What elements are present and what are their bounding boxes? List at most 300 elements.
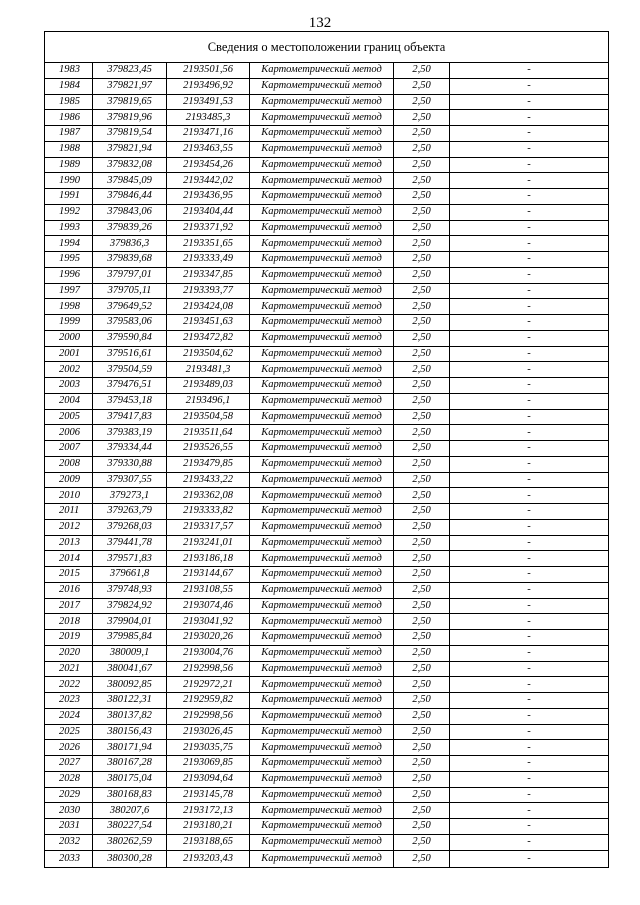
- method-cell: Картометрический метод: [250, 204, 394, 220]
- x-coordinate-cell: 380168,83: [93, 787, 167, 803]
- table-row: [45, 677, 609, 693]
- method-cell: Картометрический метод: [250, 315, 394, 331]
- x-coordinate-cell: 380207,6: [93, 803, 167, 819]
- point-number-cell: 2030: [45, 803, 93, 819]
- point-number-cell: 1991: [45, 189, 93, 205]
- method-cell: Картометрический метод: [250, 378, 394, 394]
- x-coordinate-cell: 379821,97: [93, 78, 167, 94]
- table-row: [45, 535, 609, 551]
- method-cell: Картометрический метод: [250, 330, 394, 346]
- table-row: [45, 488, 609, 504]
- y-coordinate-cell: 2193203,43: [167, 850, 250, 867]
- y-coordinate-cell: 2192998,56: [167, 661, 250, 677]
- table-row: [45, 378, 609, 394]
- table-row: [45, 740, 609, 756]
- x-coordinate-cell: 379705,11: [93, 283, 167, 299]
- x-coordinate-cell: 380227,54: [93, 819, 167, 835]
- table-row: [45, 362, 609, 378]
- point-number-cell: 2013: [45, 535, 93, 551]
- point-number-cell: 1997: [45, 283, 93, 299]
- accuracy-cell: 2,50: [394, 330, 450, 346]
- accuracy-cell: 2,50: [394, 850, 450, 867]
- x-coordinate-cell: 380122,31: [93, 693, 167, 709]
- method-cell: Картометрический метод: [250, 819, 394, 835]
- x-coordinate-cell: 379845,09: [93, 173, 167, 189]
- table-row: [45, 645, 609, 661]
- y-coordinate-cell: 2193472,82: [167, 330, 250, 346]
- description-cell: -: [450, 677, 609, 693]
- y-coordinate-cell: 2193424,08: [167, 299, 250, 315]
- accuracy-cell: 2,50: [394, 756, 450, 772]
- description-cell: -: [450, 834, 609, 850]
- accuracy-cell: 2,50: [394, 283, 450, 299]
- method-cell: Картометрический метод: [250, 551, 394, 567]
- point-number-cell: 2022: [45, 677, 93, 693]
- point-number-cell: 1998: [45, 299, 93, 315]
- table-title: Сведения о местоположении границ объекта: [45, 32, 609, 63]
- description-cell: -: [450, 708, 609, 724]
- table-row: [45, 472, 609, 488]
- accuracy-cell: 2,50: [394, 63, 450, 79]
- y-coordinate-cell: 2193347,85: [167, 267, 250, 283]
- y-coordinate-cell: 2193526,55: [167, 441, 250, 457]
- point-number-cell: 2015: [45, 567, 93, 583]
- table-row: [45, 567, 609, 583]
- table-row: [45, 551, 609, 567]
- y-coordinate-cell: 2193463,55: [167, 141, 250, 157]
- x-coordinate-cell: 379441,78: [93, 535, 167, 551]
- point-number-cell: 2033: [45, 850, 93, 867]
- method-cell: Картометрический метод: [250, 346, 394, 362]
- table-row: [45, 614, 609, 630]
- accuracy-cell: 2,50: [394, 834, 450, 850]
- description-cell: -: [450, 204, 609, 220]
- description-cell: -: [450, 582, 609, 598]
- y-coordinate-cell: 2193172,13: [167, 803, 250, 819]
- accuracy-cell: 2,50: [394, 157, 450, 173]
- point-number-cell: 2008: [45, 456, 93, 472]
- description-cell: -: [450, 756, 609, 772]
- description-cell: -: [450, 141, 609, 157]
- y-coordinate-cell: 2193393,77: [167, 283, 250, 299]
- x-coordinate-cell: 379832,08: [93, 157, 167, 173]
- description-cell: -: [450, 189, 609, 205]
- description-cell: -: [450, 78, 609, 94]
- method-cell: Картометрический метод: [250, 488, 394, 504]
- y-coordinate-cell: 2193371,92: [167, 220, 250, 236]
- description-cell: -: [450, 535, 609, 551]
- point-number-cell: 2006: [45, 425, 93, 441]
- accuracy-cell: 2,50: [394, 252, 450, 268]
- description-cell: -: [450, 362, 609, 378]
- method-cell: Картометрический метод: [250, 236, 394, 252]
- table-row: [45, 78, 609, 94]
- x-coordinate-cell: 379590,84: [93, 330, 167, 346]
- method-cell: Картометрический метод: [250, 189, 394, 205]
- accuracy-cell: 2,50: [394, 236, 450, 252]
- accuracy-cell: 2,50: [394, 299, 450, 315]
- x-coordinate-cell: 379504,59: [93, 362, 167, 378]
- accuracy-cell: 2,50: [394, 535, 450, 551]
- x-coordinate-cell: 379836,3: [93, 236, 167, 252]
- accuracy-cell: 2,50: [394, 362, 450, 378]
- table-row: [45, 189, 609, 205]
- point-number-cell: 1985: [45, 94, 93, 110]
- y-coordinate-cell: 2193004,76: [167, 645, 250, 661]
- method-cell: Картометрический метод: [250, 472, 394, 488]
- table-row: [45, 803, 609, 819]
- description-cell: -: [450, 409, 609, 425]
- table-row: [45, 204, 609, 220]
- method-cell: Картометрический метод: [250, 299, 394, 315]
- point-number-cell: 1990: [45, 173, 93, 189]
- point-number-cell: 2012: [45, 519, 93, 535]
- table-row: [45, 173, 609, 189]
- point-number-cell: 2023: [45, 693, 93, 709]
- x-coordinate-cell: 380009,1: [93, 645, 167, 661]
- point-number-cell: 1988: [45, 141, 93, 157]
- description-cell: -: [450, 299, 609, 315]
- y-coordinate-cell: 2193317,57: [167, 519, 250, 535]
- accuracy-cell: 2,50: [394, 94, 450, 110]
- method-cell: Картометрический метод: [250, 740, 394, 756]
- point-number-cell: 2026: [45, 740, 93, 756]
- table-row: [45, 582, 609, 598]
- method-cell: Картометрический метод: [250, 173, 394, 189]
- description-cell: -: [450, 236, 609, 252]
- x-coordinate-cell: 379661,8: [93, 567, 167, 583]
- method-cell: Картометрический метод: [250, 456, 394, 472]
- point-number-cell: 1992: [45, 204, 93, 220]
- accuracy-cell: 2,50: [394, 740, 450, 756]
- point-number-cell: 2010: [45, 488, 93, 504]
- accuracy-cell: 2,50: [394, 598, 450, 614]
- method-cell: Картометрический метод: [250, 220, 394, 236]
- y-coordinate-cell: 2193144,67: [167, 567, 250, 583]
- point-number-cell: 1984: [45, 78, 93, 94]
- table-row: [45, 756, 609, 772]
- description-cell: -: [450, 173, 609, 189]
- point-number-cell: 2003: [45, 378, 93, 394]
- point-number-cell: 2004: [45, 393, 93, 409]
- method-cell: Картометрический метод: [250, 94, 394, 110]
- y-coordinate-cell: 2193489,03: [167, 378, 250, 394]
- y-coordinate-cell: 2193496,1: [167, 393, 250, 409]
- x-coordinate-cell: 380041,67: [93, 661, 167, 677]
- description-cell: -: [450, 504, 609, 520]
- accuracy-cell: 2,50: [394, 567, 450, 583]
- x-coordinate-cell: 379823,45: [93, 63, 167, 79]
- method-cell: Картометрический метод: [250, 78, 394, 94]
- point-number-cell: 2002: [45, 362, 93, 378]
- accuracy-cell: 2,50: [394, 267, 450, 283]
- y-coordinate-cell: 2193504,58: [167, 409, 250, 425]
- method-cell: Картометрический метод: [250, 645, 394, 661]
- accuracy-cell: 2,50: [394, 630, 450, 646]
- y-coordinate-cell: 2193501,56: [167, 63, 250, 79]
- x-coordinate-cell: 379985,84: [93, 630, 167, 646]
- table-row: [45, 661, 609, 677]
- point-number-cell: 1994: [45, 236, 93, 252]
- description-cell: -: [450, 267, 609, 283]
- point-number-cell: 2019: [45, 630, 93, 646]
- y-coordinate-cell: 2193186,18: [167, 551, 250, 567]
- method-cell: Картометрический метод: [250, 504, 394, 520]
- y-coordinate-cell: 2193511,64: [167, 425, 250, 441]
- description-cell: -: [450, 630, 609, 646]
- point-number-cell: 2001: [45, 346, 93, 362]
- method-cell: Картометрический метод: [250, 441, 394, 457]
- method-cell: Картометрический метод: [250, 787, 394, 803]
- accuracy-cell: 2,50: [394, 409, 450, 425]
- table-row: [45, 299, 609, 315]
- y-coordinate-cell: 2193145,78: [167, 787, 250, 803]
- method-cell: Картометрический метод: [250, 614, 394, 630]
- point-number-cell: 2021: [45, 661, 93, 677]
- table-row: [45, 283, 609, 299]
- description-cell: -: [450, 519, 609, 535]
- x-coordinate-cell: 380092,85: [93, 677, 167, 693]
- method-cell: Картометрический метод: [250, 252, 394, 268]
- accuracy-cell: 2,50: [394, 141, 450, 157]
- accuracy-cell: 2,50: [394, 693, 450, 709]
- page-number: 132: [308, 15, 332, 31]
- table-title-row: [45, 32, 609, 63]
- accuracy-cell: 2,50: [394, 724, 450, 740]
- y-coordinate-cell: 2193035,75: [167, 740, 250, 756]
- y-coordinate-cell: 2193241,01: [167, 535, 250, 551]
- method-cell: Картометрический метод: [250, 850, 394, 867]
- point-number-cell: 1993: [45, 220, 93, 236]
- method-cell: Картометрический метод: [250, 535, 394, 551]
- accuracy-cell: 2,50: [394, 614, 450, 630]
- accuracy-cell: 2,50: [394, 110, 450, 126]
- description-cell: -: [450, 126, 609, 142]
- accuracy-cell: 2,50: [394, 551, 450, 567]
- method-cell: Картометрический метод: [250, 63, 394, 79]
- y-coordinate-cell: 2193362,08: [167, 488, 250, 504]
- x-coordinate-cell: 379824,92: [93, 598, 167, 614]
- description-cell: -: [450, 693, 609, 709]
- description-cell: -: [450, 63, 609, 79]
- description-cell: -: [450, 330, 609, 346]
- method-cell: Картометрический метод: [250, 630, 394, 646]
- x-coordinate-cell: 379307,55: [93, 472, 167, 488]
- point-number-cell: 2009: [45, 472, 93, 488]
- description-cell: -: [450, 283, 609, 299]
- x-coordinate-cell: 379821,94: [93, 141, 167, 157]
- method-cell: Картометрический метод: [250, 409, 394, 425]
- x-coordinate-cell: 379476,51: [93, 378, 167, 394]
- accuracy-cell: 2,50: [394, 708, 450, 724]
- table-row: [45, 94, 609, 110]
- x-coordinate-cell: 379839,26: [93, 220, 167, 236]
- description-cell: -: [450, 488, 609, 504]
- x-coordinate-cell: 380171,94: [93, 740, 167, 756]
- accuracy-cell: 2,50: [394, 519, 450, 535]
- description-cell: -: [450, 456, 609, 472]
- table-row: [45, 504, 609, 520]
- point-number-cell: 1986: [45, 110, 93, 126]
- accuracy-cell: 2,50: [394, 677, 450, 693]
- boundary-coordinates-table: [44, 31, 609, 868]
- table-row: [45, 519, 609, 535]
- description-cell: -: [450, 315, 609, 331]
- method-cell: Картометрический метод: [250, 724, 394, 740]
- y-coordinate-cell: 2193496,92: [167, 78, 250, 94]
- point-number-cell: 2020: [45, 645, 93, 661]
- table-row: [45, 110, 609, 126]
- accuracy-cell: 2,50: [394, 315, 450, 331]
- x-coordinate-cell: 379273,1: [93, 488, 167, 504]
- accuracy-cell: 2,50: [394, 803, 450, 819]
- table-row: [45, 252, 609, 268]
- description-cell: -: [450, 472, 609, 488]
- x-coordinate-cell: 379268,03: [93, 519, 167, 535]
- point-number-cell: 2011: [45, 504, 93, 520]
- description-cell: -: [450, 346, 609, 362]
- method-cell: Картометрический метод: [250, 756, 394, 772]
- accuracy-cell: 2,50: [394, 189, 450, 205]
- table-row: [45, 441, 609, 457]
- point-number-cell: 2031: [45, 819, 93, 835]
- description-cell: -: [450, 393, 609, 409]
- y-coordinate-cell: 2193504,62: [167, 346, 250, 362]
- y-coordinate-cell: 2193404,44: [167, 204, 250, 220]
- description-cell: -: [450, 252, 609, 268]
- y-coordinate-cell: 2193479,85: [167, 456, 250, 472]
- accuracy-cell: 2,50: [394, 787, 450, 803]
- x-coordinate-cell: 379843,06: [93, 204, 167, 220]
- y-coordinate-cell: 2193436,95: [167, 189, 250, 205]
- x-coordinate-cell: 379797,01: [93, 267, 167, 283]
- description-cell: -: [450, 661, 609, 677]
- x-coordinate-cell: 379571,83: [93, 551, 167, 567]
- x-coordinate-cell: 380167,28: [93, 756, 167, 772]
- x-coordinate-cell: 380300,28: [93, 850, 167, 867]
- x-coordinate-cell: 379649,52: [93, 299, 167, 315]
- method-cell: Картометрический метод: [250, 126, 394, 142]
- accuracy-cell: 2,50: [394, 488, 450, 504]
- y-coordinate-cell: 2193188,65: [167, 834, 250, 850]
- table-row: [45, 315, 609, 331]
- method-cell: Картометрический метод: [250, 393, 394, 409]
- point-number-cell: 1989: [45, 157, 93, 173]
- point-number-cell: 2024: [45, 708, 93, 724]
- accuracy-cell: 2,50: [394, 661, 450, 677]
- method-cell: Картометрический метод: [250, 803, 394, 819]
- description-cell: -: [450, 803, 609, 819]
- method-cell: Картометрический метод: [250, 677, 394, 693]
- accuracy-cell: 2,50: [394, 425, 450, 441]
- table-row: [45, 819, 609, 835]
- point-number-cell: 2025: [45, 724, 93, 740]
- accuracy-cell: 2,50: [394, 819, 450, 835]
- accuracy-cell: 2,50: [394, 220, 450, 236]
- point-number-cell: 2032: [45, 834, 93, 850]
- x-coordinate-cell: 380137,82: [93, 708, 167, 724]
- point-number-cell: 2014: [45, 551, 93, 567]
- accuracy-cell: 2,50: [394, 456, 450, 472]
- description-cell: -: [450, 787, 609, 803]
- method-cell: Картометрический метод: [250, 283, 394, 299]
- y-coordinate-cell: 2193094,64: [167, 771, 250, 787]
- description-cell: -: [450, 441, 609, 457]
- table-row: [45, 850, 609, 867]
- x-coordinate-cell: 379839,68: [93, 252, 167, 268]
- description-cell: -: [450, 220, 609, 236]
- table-row: [45, 834, 609, 850]
- y-coordinate-cell: 2193481,3: [167, 362, 250, 378]
- point-number-cell: 2005: [45, 409, 93, 425]
- y-coordinate-cell: 2193485,3: [167, 110, 250, 126]
- x-coordinate-cell: 379263,79: [93, 504, 167, 520]
- method-cell: Картометрический метод: [250, 425, 394, 441]
- y-coordinate-cell: 2193333,82: [167, 504, 250, 520]
- description-cell: -: [450, 425, 609, 441]
- point-number-cell: 1999: [45, 315, 93, 331]
- y-coordinate-cell: 2193433,22: [167, 472, 250, 488]
- accuracy-cell: 2,50: [394, 204, 450, 220]
- table-row: [45, 267, 609, 283]
- accuracy-cell: 2,50: [394, 771, 450, 787]
- point-number-cell: 2028: [45, 771, 93, 787]
- method-cell: Картометрический метод: [250, 519, 394, 535]
- y-coordinate-cell: 2193026,45: [167, 724, 250, 740]
- description-cell: -: [450, 614, 609, 630]
- description-cell: -: [450, 551, 609, 567]
- table-row: [45, 787, 609, 803]
- point-number-cell: 2018: [45, 614, 93, 630]
- y-coordinate-cell: 2193108,55: [167, 582, 250, 598]
- method-cell: Картометрический метод: [250, 771, 394, 787]
- description-cell: -: [450, 740, 609, 756]
- x-coordinate-cell: 379383,19: [93, 425, 167, 441]
- method-cell: Картометрический метод: [250, 110, 394, 126]
- table-row: [45, 598, 609, 614]
- x-coordinate-cell: 379819,96: [93, 110, 167, 126]
- table-row: [45, 708, 609, 724]
- method-cell: Картометрический метод: [250, 141, 394, 157]
- accuracy-cell: 2,50: [394, 645, 450, 661]
- x-coordinate-cell: 379330,88: [93, 456, 167, 472]
- point-number-cell: 2027: [45, 756, 93, 772]
- point-number-cell: 1983: [45, 63, 93, 79]
- point-number-cell: 1995: [45, 252, 93, 268]
- x-coordinate-cell: 379417,83: [93, 409, 167, 425]
- description-cell: -: [450, 567, 609, 583]
- x-coordinate-cell: 379748,93: [93, 582, 167, 598]
- table-row: [45, 220, 609, 236]
- point-number-cell: 2000: [45, 330, 93, 346]
- table-row: [45, 693, 609, 709]
- method-cell: Картометрический метод: [250, 661, 394, 677]
- accuracy-cell: 2,50: [394, 393, 450, 409]
- method-cell: Картометрический метод: [250, 693, 394, 709]
- point-number-cell: 2016: [45, 582, 93, 598]
- table-row: [45, 409, 609, 425]
- accuracy-cell: 2,50: [394, 126, 450, 142]
- table-row: [45, 346, 609, 362]
- y-coordinate-cell: 2192972,21: [167, 677, 250, 693]
- method-cell: Картометрический метод: [250, 567, 394, 583]
- method-cell: Картометрический метод: [250, 834, 394, 850]
- y-coordinate-cell: 2193451,63: [167, 315, 250, 331]
- table-row: [45, 630, 609, 646]
- table-row: [45, 157, 609, 173]
- table-row: [45, 393, 609, 409]
- y-coordinate-cell: 2193454,26: [167, 157, 250, 173]
